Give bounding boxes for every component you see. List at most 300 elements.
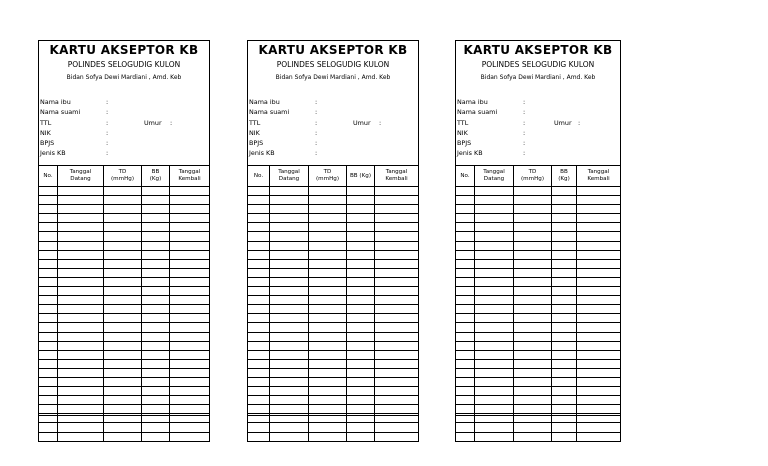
table-cell [456, 296, 475, 305]
table-cell [270, 205, 309, 214]
table-cell [58, 287, 104, 296]
table-cell [309, 396, 347, 405]
table-cell [104, 414, 142, 423]
table-cell [347, 423, 375, 432]
table-cell [39, 241, 58, 250]
field-label: BPJS [40, 139, 55, 148]
table-cell [142, 332, 170, 341]
table-cell [104, 250, 142, 259]
table-cell [577, 332, 621, 341]
table-cell [456, 223, 475, 232]
table-row [39, 241, 210, 250]
table-row [248, 359, 419, 368]
table-cell [347, 232, 375, 241]
table-cell [270, 296, 309, 305]
table-row [39, 341, 210, 350]
table-cell [39, 405, 58, 414]
table-cell [270, 341, 309, 350]
field-label: Jenis KB [249, 149, 275, 158]
table-row [248, 387, 419, 396]
table-cell [514, 187, 552, 196]
table-row [456, 432, 621, 441]
table-cell [104, 387, 142, 396]
table-row [39, 259, 210, 268]
field-colon: : [315, 118, 318, 127]
table-cell [456, 241, 475, 250]
table-cell [309, 196, 347, 205]
table-cell [475, 323, 514, 332]
table-cell [39, 359, 58, 368]
table-cell [309, 277, 347, 286]
table-cell [552, 368, 577, 377]
table-cell [577, 287, 621, 296]
table-cell [270, 277, 309, 286]
card-subtitle: POLINDES SELOGUDIG KULON [276, 60, 390, 69]
field-umur-label: Umur [353, 118, 371, 127]
table-cell [552, 205, 577, 214]
table-cell [514, 377, 552, 386]
table-cell [248, 305, 270, 314]
table-cell [456, 205, 475, 214]
table-cell [375, 377, 419, 386]
table-row [248, 214, 419, 223]
table-cell [309, 350, 347, 359]
table-cell [170, 359, 210, 368]
table-cell [270, 314, 309, 323]
field-label: Nama suami [249, 108, 290, 117]
table-cell [39, 332, 58, 341]
table-cell [142, 187, 170, 196]
table-cell [475, 232, 514, 241]
table-cell [170, 259, 210, 268]
table-cell [456, 232, 475, 241]
table-cell [248, 359, 270, 368]
table-cell [170, 214, 210, 223]
table-cell [475, 432, 514, 441]
field-label: Nama ibu [40, 98, 71, 106]
table-cell [39, 287, 58, 296]
field-colon: : [315, 128, 318, 137]
table-cell [270, 223, 309, 232]
table-cell [375, 259, 419, 268]
table-cell [142, 377, 170, 386]
table-cell [375, 268, 419, 277]
table-row [39, 314, 210, 323]
field-colon: : [523, 149, 526, 158]
table-cell [347, 223, 375, 232]
table-cell [104, 405, 142, 414]
table-cell [456, 287, 475, 296]
card-subtitle: POLINDES SELOGUDIG KULON [67, 60, 181, 69]
table-cell [456, 332, 475, 341]
table-cell [309, 359, 347, 368]
table-cell [39, 414, 58, 423]
table-cell [577, 277, 621, 286]
visit-log-table [38, 165, 210, 442]
table-row [248, 314, 419, 323]
table-row [248, 341, 419, 350]
col-bb: BB (Kg) [552, 166, 577, 187]
table-cell [142, 241, 170, 250]
table-cell [375, 196, 419, 205]
field-ttl [249, 118, 418, 128]
table-row [456, 268, 621, 277]
table-cell [475, 277, 514, 286]
table-row [248, 305, 419, 314]
table-row [248, 250, 419, 259]
table-cell [170, 205, 210, 214]
field-nama-ibu [249, 97, 418, 107]
table-cell [552, 250, 577, 259]
table-cell [39, 432, 58, 441]
table-cell [475, 305, 514, 314]
field-bpjs [40, 138, 209, 148]
table-cell [309, 414, 347, 423]
table-cell [375, 223, 419, 232]
table-row [456, 196, 621, 205]
table-cell [270, 432, 309, 441]
col-td: TD (mmHg) [309, 166, 347, 187]
table-cell [514, 368, 552, 377]
table-cell [577, 323, 621, 332]
field-label: TTL [40, 118, 52, 127]
table-cell [309, 296, 347, 305]
table-row [456, 341, 621, 350]
table-cell [58, 214, 104, 223]
table-cell [142, 323, 170, 332]
table-cell [514, 205, 552, 214]
table-cell [375, 414, 419, 423]
table-cell [104, 359, 142, 368]
field-nik [40, 128, 209, 138]
table-cell [514, 314, 552, 323]
table-row [248, 196, 419, 205]
table-row [456, 405, 621, 414]
table-cell [475, 196, 514, 205]
table-cell [309, 187, 347, 196]
table-cell [552, 323, 577, 332]
table-cell [142, 196, 170, 205]
table-cell [58, 377, 104, 386]
table-cell [456, 250, 475, 259]
table-cell [270, 287, 309, 296]
midwife-name: Bidan Sofya Dewi Mardiani , Amd. Keb [66, 74, 182, 81]
table-cell [577, 405, 621, 414]
table-cell [475, 296, 514, 305]
table-row [39, 187, 210, 196]
card-title: KARTU AKSEPTOR KB [463, 43, 613, 57]
table-cell [375, 232, 419, 241]
table-cell [248, 432, 270, 441]
table-cell [514, 214, 552, 223]
col-bb: BB (Kg) [347, 166, 375, 187]
table-cell [577, 187, 621, 196]
table-cell [142, 223, 170, 232]
field-nik [457, 128, 620, 138]
field-label: BPJS [457, 139, 472, 148]
table-cell [58, 232, 104, 241]
table-cell [170, 241, 210, 250]
table-cell [142, 296, 170, 305]
table-cell [552, 377, 577, 386]
table-cell [347, 314, 375, 323]
table-cell [577, 250, 621, 259]
table-row [39, 205, 210, 214]
col-tanggal-datang: Tanggal Datang [270, 166, 309, 187]
table-cell [309, 232, 347, 241]
table-cell [514, 405, 552, 414]
table-cell [309, 423, 347, 432]
field-colon: : [379, 118, 382, 127]
table-cell [309, 314, 347, 323]
table-row [39, 368, 210, 377]
col-no: No. [39, 166, 58, 187]
field-umur-label: Umur [144, 118, 162, 127]
table-cell [170, 232, 210, 241]
table-row [39, 305, 210, 314]
table-cell [104, 377, 142, 386]
table-cell [456, 341, 475, 350]
table-cell [577, 341, 621, 350]
table-row [456, 223, 621, 232]
table-row [456, 232, 621, 241]
table-cell [248, 368, 270, 377]
col-no: No. [456, 166, 475, 187]
patient-info [249, 97, 418, 159]
table-cell [170, 305, 210, 314]
table-cell [39, 423, 58, 432]
table-cell [170, 250, 210, 259]
table-cell [552, 414, 577, 423]
table-row [456, 205, 621, 214]
table-cell [58, 277, 104, 286]
table-body [456, 187, 621, 442]
table-cell [248, 323, 270, 332]
table-cell [456, 277, 475, 286]
table-cell [514, 196, 552, 205]
table-cell [270, 377, 309, 386]
table-cell [58, 196, 104, 205]
table-cell [170, 341, 210, 350]
field-umur-label: Umur [554, 118, 572, 127]
table-row [248, 223, 419, 232]
table-cell [309, 305, 347, 314]
table-cell [104, 296, 142, 305]
table-cell [375, 277, 419, 286]
field-label: Nama suami [457, 108, 498, 117]
table-header-row [39, 166, 210, 187]
table-body [39, 187, 210, 442]
table-cell [475, 241, 514, 250]
table-row [39, 414, 210, 423]
table-row [248, 396, 419, 405]
table-cell [375, 287, 419, 296]
table-cell [270, 214, 309, 223]
table-cell [375, 187, 419, 196]
table-cell [58, 223, 104, 232]
table-cell [514, 232, 552, 241]
field-colon: : [170, 118, 173, 127]
table-row [248, 432, 419, 441]
table-cell [309, 377, 347, 386]
table-cell [514, 277, 552, 286]
table-cell [475, 387, 514, 396]
table-cell [514, 432, 552, 441]
table-cell [248, 232, 270, 241]
table-row [39, 377, 210, 386]
table-cell [375, 323, 419, 332]
field-bpjs [457, 138, 620, 148]
table-cell [270, 259, 309, 268]
table-cell [475, 287, 514, 296]
table-cell [375, 405, 419, 414]
table-cell [248, 314, 270, 323]
table-cell [309, 323, 347, 332]
table-cell [347, 187, 375, 196]
table-cell [270, 396, 309, 405]
card-subtitle: POLINDES SELOGUDIG KULON [481, 60, 595, 69]
table-cell [248, 414, 270, 423]
table-row [39, 432, 210, 441]
table-cell [552, 232, 577, 241]
table-row [39, 323, 210, 332]
field-label: Nama suami [40, 108, 81, 117]
table-cell [577, 223, 621, 232]
table-cell [475, 368, 514, 377]
table-cell [347, 277, 375, 286]
table-row [248, 259, 419, 268]
midwife-name: Bidan Sofya Dewi Mardiani , Amd. Keb [275, 74, 391, 81]
table-cell [39, 232, 58, 241]
table-cell [309, 223, 347, 232]
table-cell [309, 205, 347, 214]
table-cell [142, 405, 170, 414]
table-cell [58, 187, 104, 196]
table-cell [456, 432, 475, 441]
table-cell [514, 259, 552, 268]
table-row [39, 423, 210, 432]
table-cell [248, 223, 270, 232]
table-cell [552, 350, 577, 359]
table-cell [39, 259, 58, 268]
table-cell [456, 314, 475, 323]
table-cell [39, 350, 58, 359]
table-cell [104, 214, 142, 223]
table-cell [375, 359, 419, 368]
table-cell [514, 387, 552, 396]
table-cell [309, 214, 347, 223]
table-cell [142, 414, 170, 423]
table-row [39, 223, 210, 232]
table-cell [577, 350, 621, 359]
table-cell [552, 332, 577, 341]
table-cell [142, 341, 170, 350]
table-row [39, 405, 210, 414]
table-cell [577, 377, 621, 386]
table-cell [475, 205, 514, 214]
col-tanggal-kembali: Tanggal Kembali [170, 166, 210, 187]
col-td: TD (mmHg) [104, 166, 142, 187]
field-colon: : [523, 108, 526, 117]
table-cell [514, 268, 552, 277]
table-cell [58, 332, 104, 341]
table-cell [552, 287, 577, 296]
table-cell [375, 296, 419, 305]
table-cell [58, 268, 104, 277]
table-cell [347, 305, 375, 314]
table-cell [58, 241, 104, 250]
field-jenis-kb [457, 148, 620, 158]
table-row [39, 214, 210, 223]
table-cell [552, 268, 577, 277]
col-bb: BB (Kg) [142, 166, 170, 187]
table-cell [577, 423, 621, 432]
table-cell [58, 205, 104, 214]
table-cell [456, 305, 475, 314]
table-cell [552, 296, 577, 305]
table-row [456, 187, 621, 196]
table-cell [170, 196, 210, 205]
table-row [456, 350, 621, 359]
table-cell [309, 387, 347, 396]
table-cell [456, 196, 475, 205]
table-row [248, 232, 419, 241]
table-row [39, 287, 210, 296]
table-cell [514, 241, 552, 250]
field-colon: : [523, 98, 526, 106]
table-cell [104, 305, 142, 314]
table-cell [104, 287, 142, 296]
table-cell [514, 305, 552, 314]
table-cell [248, 187, 270, 196]
field-ttl [457, 118, 620, 128]
table-cell [514, 423, 552, 432]
table-cell [552, 341, 577, 350]
table-cell [104, 232, 142, 241]
table-cell [142, 423, 170, 432]
table-cell [347, 241, 375, 250]
table-cell [39, 368, 58, 377]
table-cell [347, 405, 375, 414]
table-cell [309, 432, 347, 441]
table-row [248, 350, 419, 359]
table-cell [58, 405, 104, 414]
table-cell [248, 205, 270, 214]
table-cell [552, 196, 577, 205]
table-cell [142, 232, 170, 241]
field-jenis-kb [249, 148, 418, 158]
table-cell [456, 405, 475, 414]
patient-info [40, 97, 209, 159]
table-row [248, 423, 419, 432]
table-row [456, 214, 621, 223]
table-cell [58, 305, 104, 314]
table-cell [375, 332, 419, 341]
table-cell [270, 405, 309, 414]
table-row [39, 296, 210, 305]
table-cell [104, 368, 142, 377]
table-cell [58, 387, 104, 396]
table-row [39, 277, 210, 286]
table-row [456, 414, 621, 423]
table-cell [347, 341, 375, 350]
table-cell [39, 396, 58, 405]
table-cell [248, 296, 270, 305]
table-cell [475, 377, 514, 386]
col-td: TD (mmHg) [514, 166, 552, 187]
table-cell [170, 405, 210, 414]
table-cell [347, 396, 375, 405]
